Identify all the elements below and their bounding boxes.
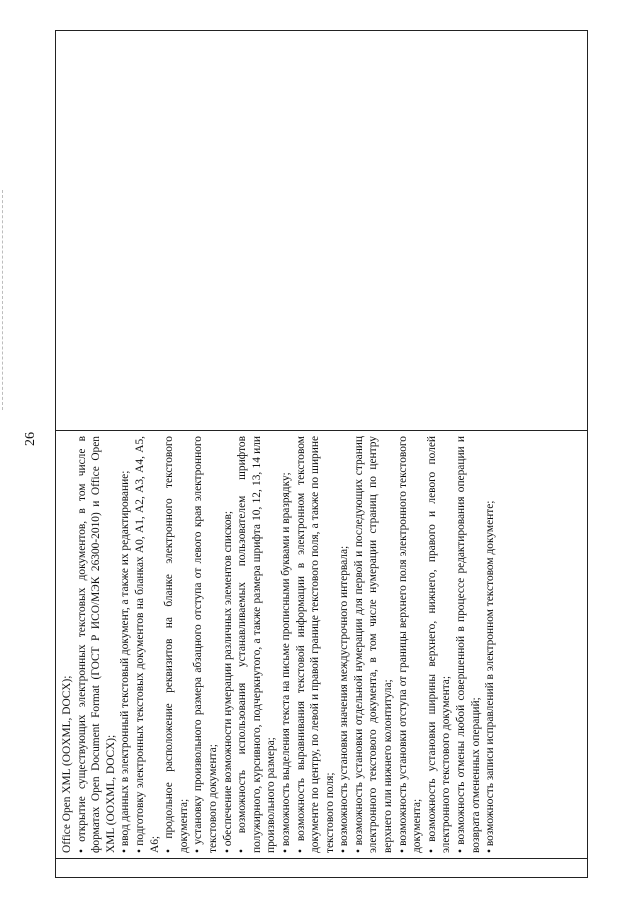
feature-item-13: • возможность установки ширины верхнего, нижнего, правого и левого полей электронного текстового документа;: [425, 436, 453, 853]
requirements-text-cell: [57, 432, 588, 857]
feature-item-10: • возможность установки значения междустрочного интервала;: [338, 545, 351, 853]
feature-item-1: • открытие существующих электронных текстовых документов, в том числе в форматах Open Document Format (ГОСТ Р ИСО/МЭК 26300-2010) и Office Open XML (OOXML, DOCX);: [75, 436, 117, 853]
scan-edge-mark: [2, 190, 4, 410]
feature-item-7: • возможность использования устанавливаемых пользователем шрифтов полужирного, курсивного, подчеркнутого, а также размера шрифта 10, 12, 13, 14 или произвольного размера;: [236, 436, 278, 853]
feature-item-8: • возможность выделения текста на письме прописными буквами и вразрядку;: [279, 472, 292, 853]
continuation-line: Office Open XML (OOXML, DOCX);: [61, 675, 73, 853]
row-divider: [55, 858, 588, 859]
feature-item-5: • установку произвольного размера абзацного отступа от левого края электронного текстового документа;: [192, 436, 219, 853]
feature-item-9: • возможность выравнивания текстовой информации в электронном текстовом документе по центру, по левой и правой границе текстового поля, а также по ширине текстового поля;: [294, 436, 336, 853]
rotated-table-content: [56, 432, 587, 857]
page-number: 26: [23, 432, 38, 446]
feature-item-14: • возможность отмены любой совершенной в процессе редактирования операции и возврата отмененных операций;: [455, 436, 482, 853]
column-divider: [55, 430, 588, 431]
feature-item-15: • возможность записи исправлений в электронном текстовом документе;: [484, 500, 497, 853]
feature-item-2: • ввод данных в электронный текстовый документ, а также их редактирование;: [119, 470, 132, 853]
feature-item-6: • обеспечение возможности нумерации различных элементов списков;: [221, 510, 234, 853]
feature-item-12: • возможность установки отступа от границы верхнего поля электронного текстового документа;: [396, 436, 424, 853]
feature-item-3: • подготовку электронных текстовых документов на бланках А0, А1, А2, А3, А4, А5, А6;: [133, 436, 161, 853]
feature-item-11: • возможность установки отдельной нумерации для первой и последующих страниц электронного текстового документа, в том числе нумерации страниц по центру верхнего или нижнего колонтитула;: [352, 436, 395, 853]
feature-item-4: • продольное расположение реквизитов на бланке электронного текстового документа;: [163, 436, 190, 853]
